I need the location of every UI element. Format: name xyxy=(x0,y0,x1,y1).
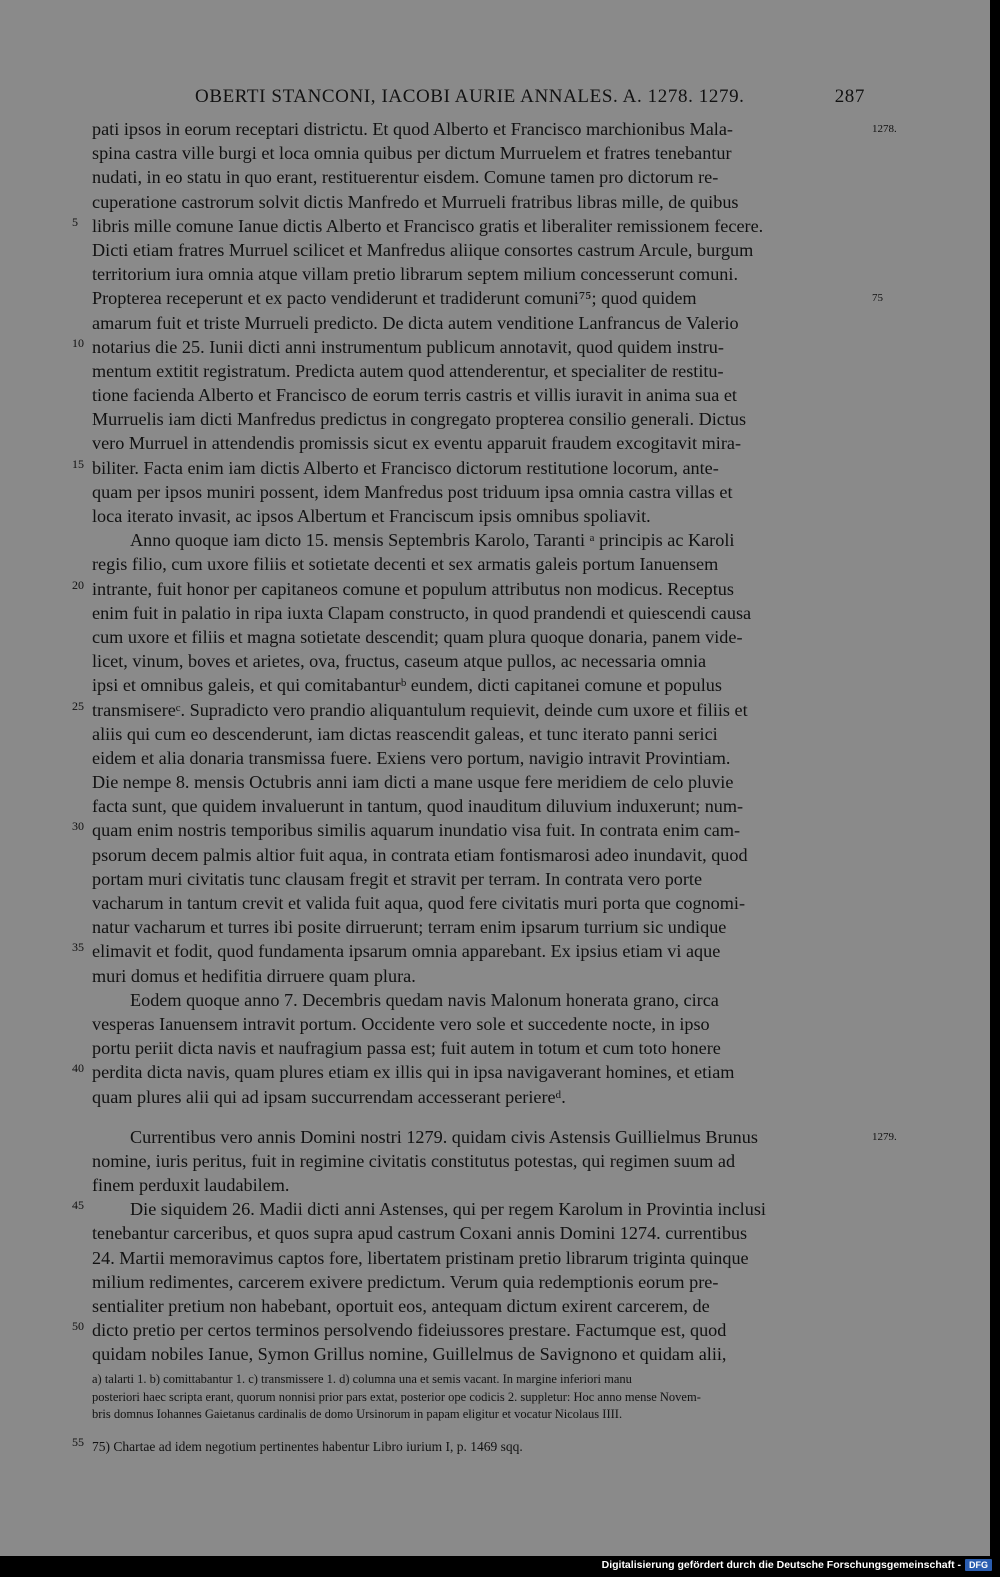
footnote-line xyxy=(92,1371,868,1389)
line-number: 15 xyxy=(72,456,84,471)
text-line xyxy=(92,1036,868,1060)
text-line xyxy=(72,577,868,601)
text-line xyxy=(92,1012,868,1036)
text-line xyxy=(92,1125,897,1149)
line-text: territorium iura omnia atque villam pretio librarum septem milium concesserunt comuni. xyxy=(92,264,738,285)
text-line xyxy=(92,1085,868,1109)
text-line xyxy=(72,214,868,238)
text-line xyxy=(92,649,868,673)
line-text: cuperatione castrorum solvit dictis Manfredo et Murrueli fratribus libras mille, de quibus xyxy=(92,191,739,212)
text-line xyxy=(92,770,868,794)
line-text: Eodem quoque anno 7. Decembris quedam navis Malonum honerata grano, circa xyxy=(130,989,719,1010)
dfg-logo: DFG xyxy=(965,1559,992,1571)
line-number: 30 xyxy=(72,819,84,834)
footnote-line xyxy=(72,1434,868,1456)
margin-note: 1279. xyxy=(872,1130,897,1143)
line-number: 10 xyxy=(72,335,84,350)
line-text: pati ipsos in eorum receptari districtu. Et quod Alberto et Francisco marchionibus Mala- xyxy=(92,119,733,139)
line-text: regis filio, cum uxore filiis et sotietate decenti et sex armatis galeis portum Ianuensem xyxy=(92,554,719,575)
line-text: biliter. Facta enim iam dictis Alberto et Francisco dictorum restitutione locorum, ante- xyxy=(92,457,719,478)
line-text: sentialiter pretium non habebant, oportuit eos, antequam dictum exirent carcerem, de xyxy=(92,1296,710,1316)
line-text: portam muri civitatis tunc clausam fregit et stravit per terram. In contrata vero porte xyxy=(92,868,703,889)
text-line xyxy=(72,939,868,963)
text-line xyxy=(92,1342,868,1366)
text-line xyxy=(92,407,868,431)
line-text: quam plures alii qui ad ipsam succurrendam accesserant periereᵈ. xyxy=(92,1086,566,1107)
line-text: facta sunt, que quidem invaluerunt in tantum, quod inauditum diluvium induxerunt; num- xyxy=(92,796,744,817)
line-text: natur vacharum et turres ibi posite dirruerunt; terram enim ipsarum turrium sic undique xyxy=(92,917,727,938)
line-number: 20 xyxy=(72,577,84,592)
text-line xyxy=(92,359,868,383)
text-line xyxy=(92,964,868,988)
text-line xyxy=(92,311,868,335)
text-line xyxy=(92,601,868,625)
line-text: mentum extitit registratum. Predicta autem quod attenderentur, et specialiter de restitu- xyxy=(92,360,724,381)
text-line xyxy=(92,141,868,165)
line-text: portu periit dicta navis et naufragium passa est; fuit autem in totum et cum toto honere xyxy=(92,1038,721,1059)
main-text xyxy=(72,117,897,1367)
line-text: notarius die 25. Iunii dicti anni instrumentum publicum annotavit, quod quidem instru- xyxy=(92,336,724,357)
funding-text: Digitalisierung gefördert durch die Deutsche Forschungsgemeinschaft - xyxy=(601,1559,961,1571)
line-number: 25 xyxy=(72,698,84,713)
line-text: quidam nobiles Ianue, Symon Grillus nomine, Guillelmus de Savignono et quidam alii, xyxy=(92,1344,727,1365)
text-line xyxy=(72,698,868,722)
line-text: amarum fuit et triste Murrueli predicto. De dicta autem venditione Lanfrancus de Valerio xyxy=(92,312,739,333)
footnote-text: posteriori haec scripta erant, quorum nonnisi prior pars extat, posterior ope codicis 2. suppletur: Hoc anno mense Novem- xyxy=(92,1389,701,1404)
text-line xyxy=(92,552,868,576)
text-line xyxy=(92,504,868,528)
line-text: psorum decem palmis altior fuit aqua, in contrata etiam fontismarosi adeo inundavit, quod xyxy=(92,844,748,865)
text-line xyxy=(92,625,868,649)
text-line xyxy=(92,528,868,552)
line-number: 5 xyxy=(72,214,78,229)
text-line xyxy=(92,867,868,891)
line-text: libris mille comune Ianue dictis Alberto et Francisco gratis et liberaliter remissionem fecere. xyxy=(92,215,764,236)
line-text: spina castra ville burgi et loca omnia quibus per dictum Murruelem et fratres tenebantur xyxy=(92,143,732,164)
line-text: transmisereᶜ. Supradicto vero prandio aliquantulum requievit, deinde cum uxore et filiis et xyxy=(92,699,748,720)
line-text: intrante, fuit honor per capitaneos comune et populum attributus non modicus. Receptus xyxy=(92,578,734,599)
line-text: nomine, iuris peritus, fuit in regimine civitatis constitutus potestas, qui regimen suum ad xyxy=(92,1150,736,1171)
text-line xyxy=(92,1270,868,1294)
text-line xyxy=(72,818,868,842)
line-number: 40 xyxy=(72,1061,84,1076)
margin-note: 75 xyxy=(872,292,883,305)
page-number: 287 xyxy=(834,86,865,107)
text-line xyxy=(92,262,868,286)
line-text: dicto pretio per certos terminos persolvendo fideiussores prestare. Factumque est, quod xyxy=(92,1320,727,1341)
line-text: finem perduxit laudabilem. xyxy=(92,1175,290,1196)
footnote-line xyxy=(92,1406,868,1424)
text-line xyxy=(72,335,868,359)
line-text: perdita dicta navis, quam plures etiam ex illis qui in ipsa navigaverant homines, et etiam xyxy=(92,1062,735,1083)
text-line xyxy=(92,117,897,141)
text-line xyxy=(92,722,868,746)
line-text: elimavit et fodit, quod fundamenta ipsarum omnia apparebant. Ex ipsius etiam vi aque xyxy=(92,941,721,962)
footnote-line xyxy=(92,1389,868,1407)
line-text: quam enim nostris temporibus similis aquarum inundatio visa fuit. In contrata enim cam- xyxy=(92,820,741,841)
line-text: ipsi et omnibus galeis, et qui comitabanturᵇ eundem, dicti capitanei comune et populus xyxy=(92,675,722,696)
text-line xyxy=(92,915,868,939)
text-line xyxy=(92,1173,868,1197)
line-text: milium redimentes, carcerem exivere predictum. Verum quia redemptionis eorum pre- xyxy=(92,1271,719,1292)
line-text: Dicti etiam fratres Murruel scilicet et Manfredus aliique consortes castrum Arcule, burgum xyxy=(92,239,754,260)
line-number: 45 xyxy=(72,1198,84,1213)
line-text: Die nempe 8. mensis Octubris anni iam dicti a mane usque fere meridiem de celo pluvie xyxy=(92,772,734,793)
text-line xyxy=(92,190,868,214)
text-line xyxy=(92,286,883,310)
line-text: nudati, in eo statu in quo erant, restituerentur eisdem. Comune tamen pro dictorum re- xyxy=(92,167,719,188)
text-line xyxy=(92,165,868,189)
text-line xyxy=(92,843,868,867)
text-line xyxy=(72,1318,868,1342)
line-number: 35 xyxy=(72,940,84,955)
footnote-text: 75) Chartae ad idem negotium pertinentes habentur Libro iurium I, p. 1469 sqq. xyxy=(92,1438,523,1454)
header-title: OBERTI STANCONI, IACOBI AURIE ANNALES. A. 1278. 1279. xyxy=(195,86,745,107)
line-text: licet, vinum, boves et arietes, ova, fructus, caseum atque pullos, ac necessaria omnia xyxy=(92,651,707,672)
text-line xyxy=(92,1246,868,1270)
line-text: loca iterato invasit, ac ipsos Albertum et Franciscum ipsis omnibus spoliavit. xyxy=(92,506,651,526)
text-line xyxy=(72,1060,868,1084)
text-line xyxy=(92,431,868,455)
text-line xyxy=(92,383,868,407)
funding-notice xyxy=(602,1558,992,1572)
line-text: enim fuit in palatio in ripa iuxta Clapam constructo, in quod prandendi et quiescendi causa xyxy=(92,602,752,623)
line-text: Propterea receperunt et ex pacto vendiderunt et tradiderunt comuni⁷⁵; quod quidem xyxy=(92,288,697,309)
text-line xyxy=(72,456,868,480)
line-text: Murruelis iam dicti Manfredus predictus in congregato propterea consilio generali. Dictus xyxy=(92,409,747,430)
line-text: 24. Martii memoravimus captos fore, libertatem pristinam pretio librarum triginta quinque xyxy=(92,1247,749,1268)
text-line xyxy=(92,1149,868,1173)
text-line xyxy=(92,1221,868,1245)
line-text: vero Murruel in attendendis promissis sicut ex eventu apparuit fraudem excogitavit mira- xyxy=(92,433,742,454)
line-text: aliis qui cum eo descenderunt, iam dictas reascendit galeas, et tunc iterato panni serici xyxy=(92,723,718,744)
text-line xyxy=(92,480,868,504)
margin-note: 1278. xyxy=(872,123,897,135)
line-text: tenebantur carceribus, et quos supra apud castrum Coxani annis Domini 1274. currentibus xyxy=(92,1223,748,1244)
line-text: vesperas Ianuensem intravit portum. Occidente vero sole et succedente nocte, in ipso xyxy=(92,1013,710,1034)
text-line xyxy=(92,238,868,262)
text-line xyxy=(92,891,868,915)
line-text: tione facienda Alberto et Francisco de eorum terris castris et villis iuravit in anima sua et xyxy=(92,385,737,406)
line-number: 50 xyxy=(72,1319,84,1334)
line-text: muri domus et hedifitia dirruere quam plura. xyxy=(92,965,416,986)
line-text: eidem et alia donaria transmissa fuere. Exiens vero portum, navigio intravit Provintiam. xyxy=(92,747,731,768)
line-text: Anno quoque iam dicto 15. mensis Septembris Karolo, Taranti ᵃ principis ac Karoli xyxy=(130,530,735,551)
text-line xyxy=(92,1294,868,1318)
text-line xyxy=(92,988,868,1012)
text-line xyxy=(72,1197,868,1221)
line-text: quam per ipsos muniri possent, idem Manfredus post triduum ipsa omnia castra villas et xyxy=(92,481,733,502)
footnote-text: a) talarti 1. b) comittabantur 1. c) transmissere 1. d) columna una et semis vacant. In margine inferiori manu xyxy=(92,1372,632,1386)
running-header xyxy=(195,86,865,112)
line-text: Currentibus vero annis Domini nostri 1279. quidam civis Astensis Guillielmus Brunus xyxy=(130,1126,758,1147)
line-number: 55 xyxy=(72,1434,84,1449)
line-text: cum uxore et filiis et magna sotietate descendit; quam plura quoque donaria, panem vide- xyxy=(92,626,743,647)
footnotes xyxy=(72,1371,868,1455)
text-line xyxy=(92,746,868,770)
text-line xyxy=(92,794,868,818)
text-line xyxy=(92,673,868,697)
line-text: Die siquidem 26. Madii dicti anni Astenses, qui per regem Karolum in Provintia inclusi xyxy=(130,1199,766,1220)
footnote-text: bris domnus Iohannes Gaietanus cardinalis de domo Ursinorum in papam eligitur et vocatur Nicolaus IIII. xyxy=(92,1407,623,1421)
line-text: vacharum in tantum crevit et valida fuit aqua, quod fere civitatis muri porta que cognomi- xyxy=(92,893,746,913)
